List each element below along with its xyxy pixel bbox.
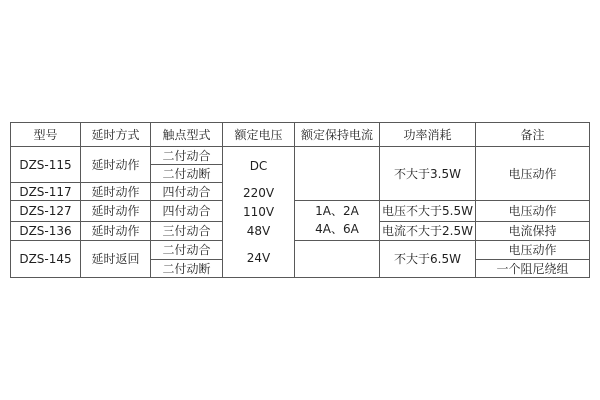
cell-power-bottom-group: 不大于6.5W	[380, 240, 476, 277]
voltage-220v: 220V	[242, 186, 275, 201]
col-header-rated-voltage: 额定电压	[223, 123, 295, 147]
cell-remark-dzs145-bottom: 一个阻尼绕组	[476, 260, 590, 278]
cell-power-top-group: 不大于3.5W	[380, 147, 476, 201]
cell-remark-dzs136: 电流保持	[476, 221, 590, 240]
cell-delay-dzs117: 延时动作	[81, 183, 151, 201]
col-header-remarks: 备注	[476, 123, 590, 147]
cell-contact-dzs115-nc: 二付动断	[151, 165, 223, 183]
cell-model-dzs115: DZS-115	[11, 147, 81, 183]
voltage-values-stack	[223, 147, 294, 277]
table-row	[11, 201, 590, 222]
relay-spec-table-container	[10, 122, 590, 278]
cell-remark-top-group: 电压动作	[476, 147, 590, 201]
cell-holding-current-mid	[295, 201, 380, 241]
cell-delay-dzs127: 延时动作	[81, 201, 151, 222]
col-header-contact-type: 触点型式	[151, 123, 223, 147]
cell-model-dzs127: DZS-127	[11, 201, 81, 222]
cell-delay-dzs145: 延时返回	[81, 240, 151, 277]
cell-power-dzs136: 电流不大于2.5W	[380, 221, 476, 240]
cell-contact-dzs136: 三付动合	[151, 221, 223, 240]
cell-delay-dzs115: 延时动作	[81, 147, 151, 183]
holding-current-line1: 1A、2A	[315, 203, 359, 218]
col-header-delay-mode: 延时方式	[81, 123, 151, 147]
cell-holding-current-top-empty	[295, 147, 380, 201]
cell-contact-dzs117: 四付动合	[151, 183, 223, 201]
cell-contact-dzs145-nc: 二付动断	[151, 260, 223, 278]
cell-model-dzs145: DZS-145	[11, 240, 81, 277]
cell-remark-dzs145-top: 电压动作	[476, 240, 590, 259]
header-row	[11, 123, 590, 147]
holding-current-line2: 4A、6A	[315, 222, 359, 237]
table-row	[11, 147, 590, 165]
voltage-dc: DC	[249, 158, 268, 173]
cell-remark-dzs127: 电压动作	[476, 201, 590, 222]
cell-power-dzs127: 电压不大于5.5W	[380, 201, 476, 222]
col-header-model: 型号	[11, 123, 81, 147]
col-header-rated-holding-current: 额定保持电流	[295, 123, 380, 147]
cell-contact-dzs127: 四付动合	[151, 201, 223, 222]
cell-holding-current-bottom-empty	[295, 240, 380, 277]
cell-delay-dzs136: 延时动作	[81, 221, 151, 240]
voltage-110v: 110V	[242, 205, 275, 219]
voltage-48v: 48V	[246, 223, 271, 238]
table-row	[11, 240, 590, 259]
cell-model-dzs117: DZS-117	[11, 183, 81, 201]
relay-spec-table	[10, 122, 590, 278]
cell-contact-dzs145-no: 二付动合	[151, 240, 223, 259]
cell-rated-voltage-merged	[223, 147, 295, 278]
voltage-24v: 24V	[246, 251, 271, 266]
col-header-power-consumption: 功率消耗	[380, 123, 476, 147]
cell-contact-dzs115-no: 二付动合	[151, 147, 223, 165]
cell-model-dzs136: DZS-136	[11, 221, 81, 240]
